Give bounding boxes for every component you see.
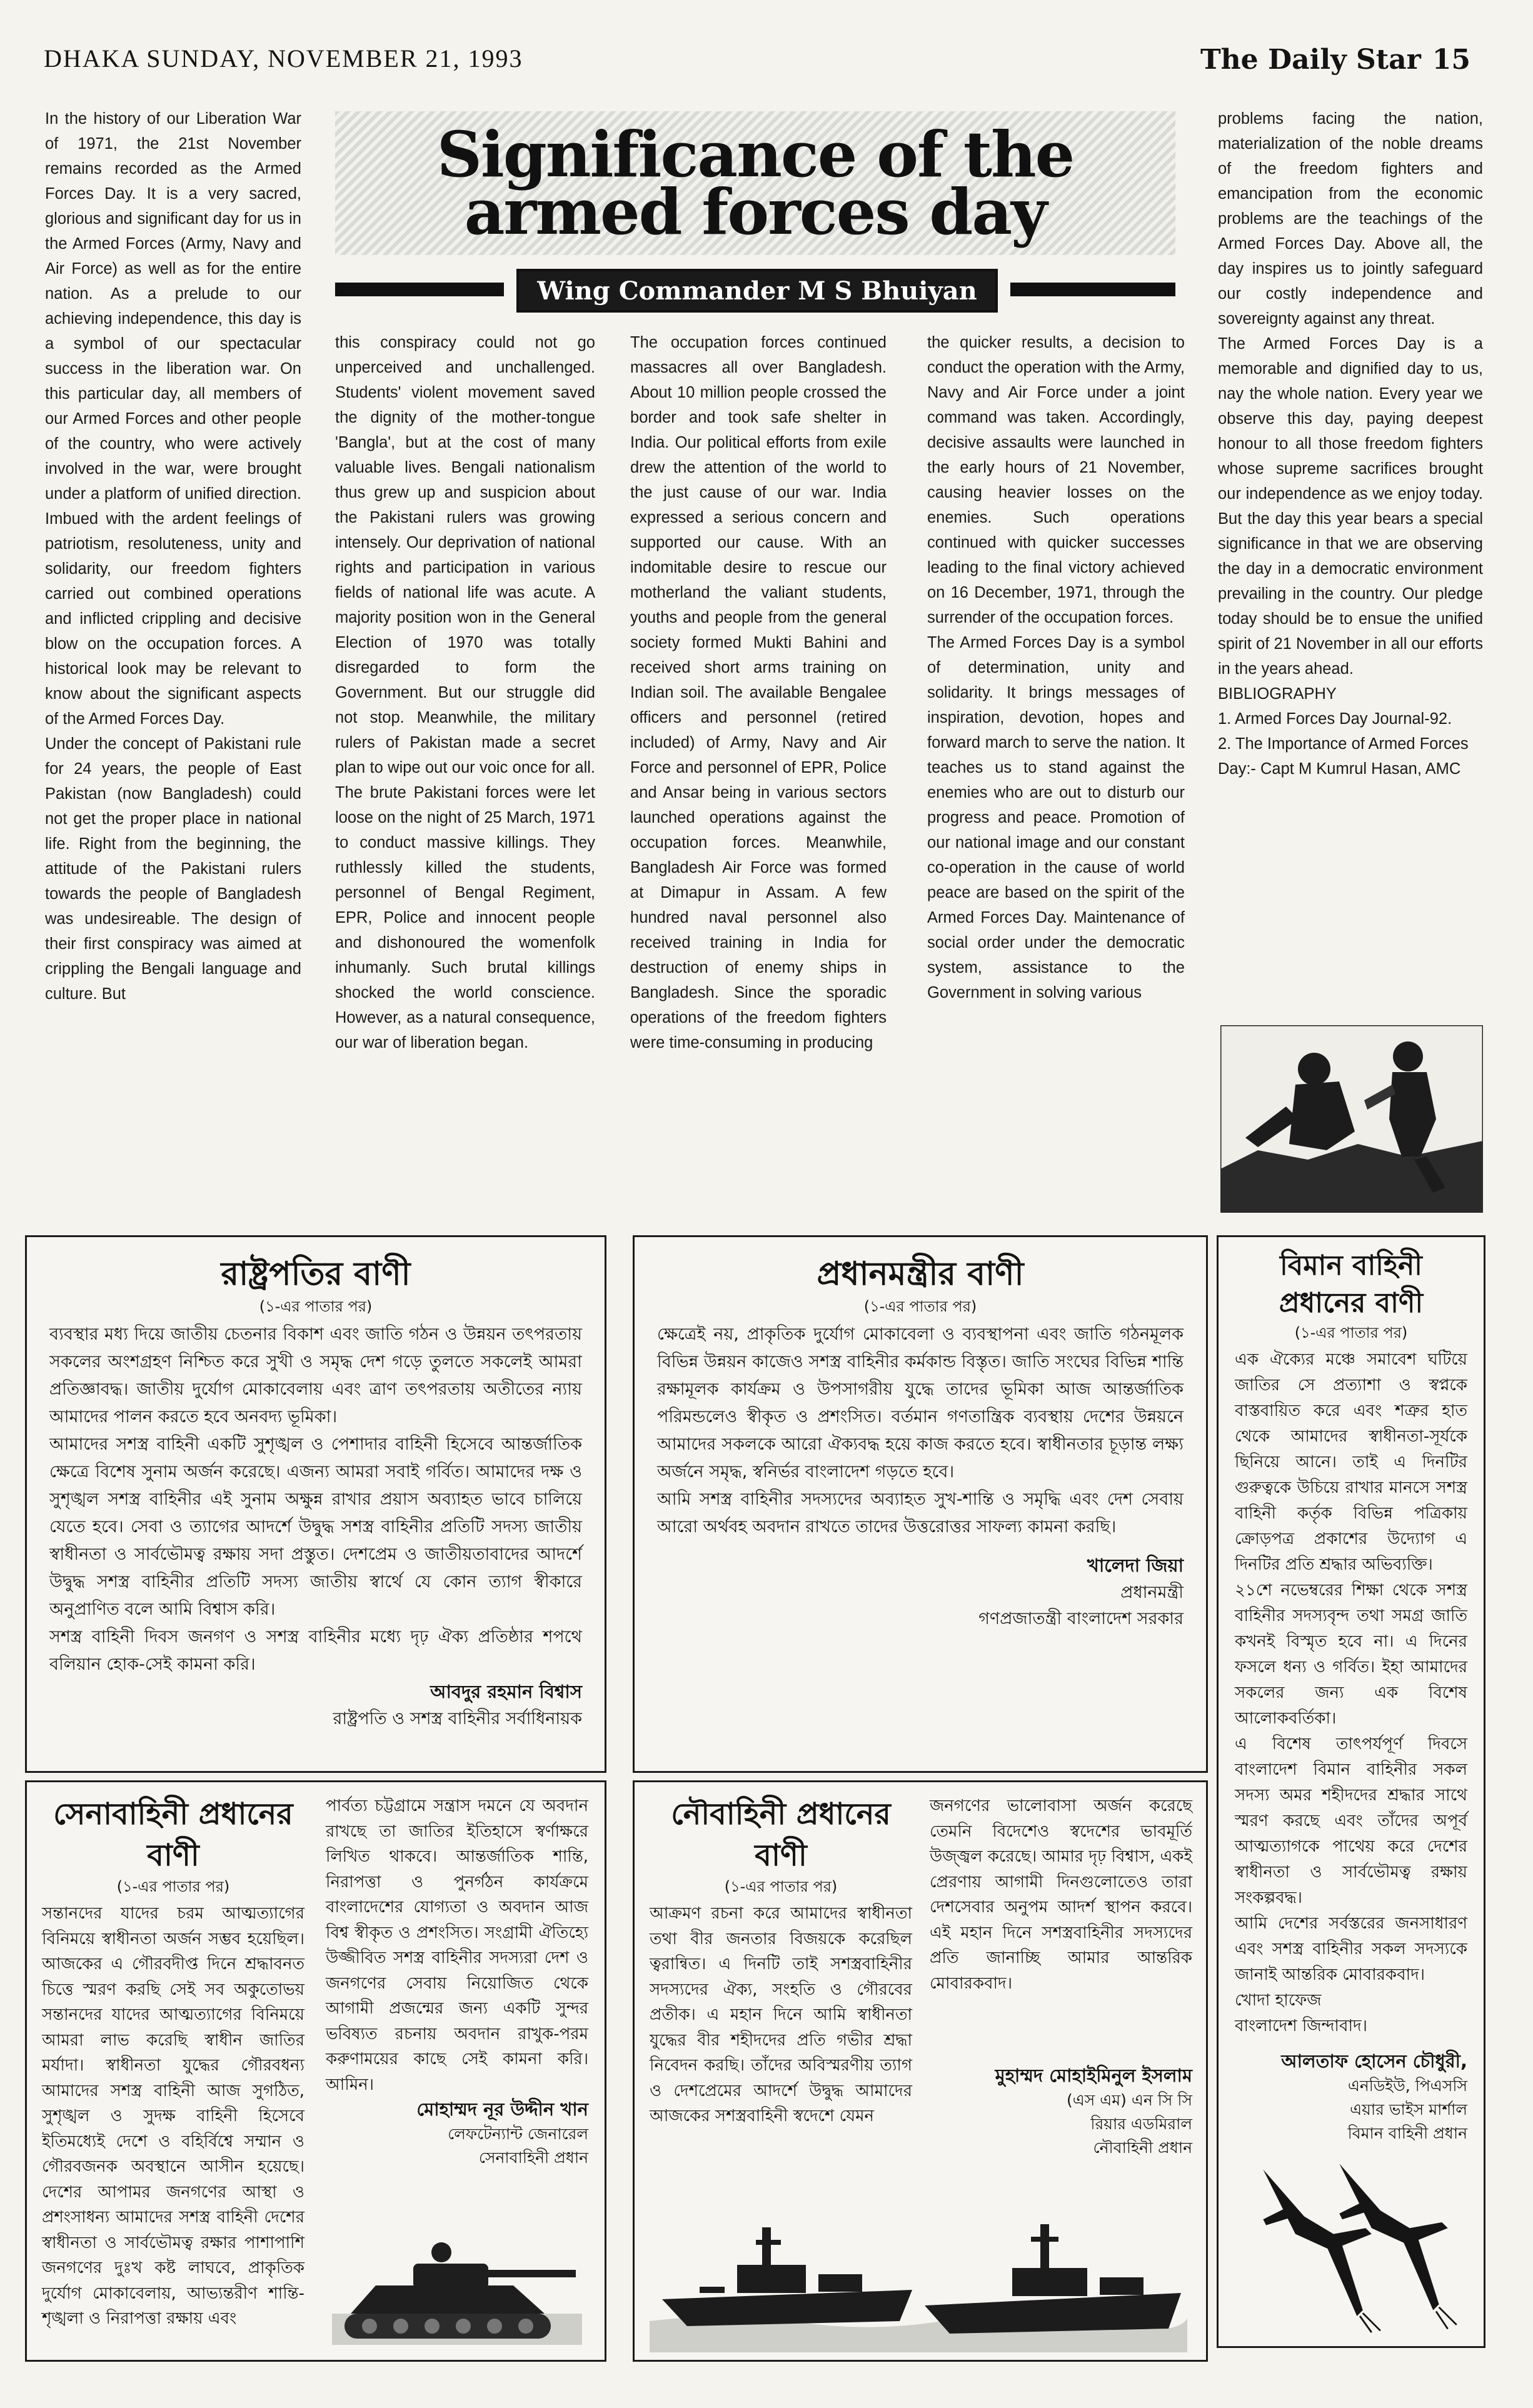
signatory-title: প্রধানমন্ত্রী [1120, 1583, 1184, 1602]
pm-message-body [657, 1321, 1184, 1541]
president-message-title: রাষ্ট্রপতির বাণী [221, 1255, 411, 1293]
bibliography-title: BIBLIOGRAPHY [1218, 685, 1337, 703]
article-column-1 [45, 106, 301, 1006]
air-chief-message-body [1235, 1347, 1467, 2039]
paragraph: The Armed Forces Day is a symbol of determination, unity and solidarity. It brings messages of inspiration, devotion, hopes and forward march to serve the nation. It teaches us to stand against the enemies who are out to disturb our progress and peace. Promotion of our national image and our constant co-operation in the cause of world peace are based on the spirit of the Armed Forces Day. Maintenance of social order under the democratic system, assistance to the Government in solving various [927, 634, 1185, 1001]
page-number: 15 [1432, 44, 1470, 76]
paragraph: In the history of our Liberation War of 1971, the 21st November remains recorded as the Armed Forces Day. It is a very sacred, glorious and significant day for us in the Armed Forces (Army, Navy and Air Force) as well as for the entire nation. As a prelude to our achieving independence, this day is a symbol of our spectacular success in the liberation war. On this particular day, all members of our Armed Forces and other people of the country, who were actively involved in the war, were brought under a platform of unified direction. Imbued with the ardent feelings of patriotism, resoluteness, unity and solidarity, our freedom fighters carried out combined operations and inflicted crippling and decisive blow on the occupation forces. A historical look may be relevant to know about the significant aspects of the Armed Forces Day. [45, 110, 301, 728]
pm-message-box [633, 1235, 1208, 1773]
paragraph: Under the concept of Pakistani rule for 24 years, the people of East Pakistan (now Bangladesh) could not get the proper place in national life. Right from the beginning, the attitude of the Pakistani rulers towards the people of Bangladesh was undesireable. The design of their first conspiracy was aimed at crippling the Bengali language and culture. But [45, 735, 301, 1003]
paragraph: সশস্ত্র বাহিনী দিবস জনগণ ও সশস্ত্র বাহিনীর মধ্যে দৃঢ় ঐক্য প্রতিষ্ঠার শপথে বলিয়ান হোক-সেই কামনা করি। [49, 1627, 582, 1674]
fighter-jets-illustration [1232, 2146, 1470, 2334]
byline-rule-right [1010, 283, 1175, 296]
signatory-rank: লেফটেন্যান্ট জেনারেল [448, 2125, 588, 2143]
army-chief-message-box [25, 1780, 606, 2362]
navy-chief-signature [822, 2064, 1192, 2160]
president-message-body [49, 1321, 582, 1678]
signatory-name: আলতাফ হোসেন চৌধুরী, [1281, 2050, 1467, 2072]
article-column-5 [1218, 106, 1483, 781]
navy-message-right-column [930, 1793, 1192, 1996]
navy-chief-message-title: নৌবাহিনী প্রধানের বাণী [671, 1797, 891, 1873]
continued-note: (১-এর পাতার পর) [863, 1298, 977, 1315]
navy-message-body-right: জনগণের ভালোবাসা অর্জন করেছে তেমনি বিদেশেও স্বদেশের ভাবমূর্তি উজ্জ্বল করেছে। আমার দৃঢ় বিশ্বাস, একই প্রেরণায় আগামী দিনগুলোতেও তারা দেশসেবার অনুপম আদর্শ স্থাপন করবে। এই মহান দিনে সশস্ত্রবাহিনীর সদস্যদের প্রতি জানাচ্ছি আমার আন্তরিক মোবারকবাদ। [930, 1797, 1192, 1993]
bibliography-item: 2. The Importance of Armed Forces Day:- Capt M Kumrul Hasan, AMC [1218, 735, 1469, 778]
army-message-right-column [326, 1793, 588, 2170]
army-chief-signature [326, 2097, 588, 2170]
signatory-title: রাষ্ট্রপতি ও সশস্ত্র বাহিনীর সর্বাধিনায়ক [333, 1709, 582, 1728]
continued-note: (১-এর পাতার পর) [259, 1298, 373, 1315]
paragraph: এ বিশেষ তাৎপর্যপূর্ণ দিবসে বাংলাদেশ বিমান বাহিনীর সকল সদস্য অমর শহীদদের শ্রদ্ধার সাথে স্মরণ করছে এবং তাঁদের অপূর্ব আত্মত্যাগকে পাথেয় করে দেশের স্বাধীনতা ও সার্বভৌমত্ব রক্ষায় সংকল্পবদ্ধ। [1235, 1735, 1467, 1907]
paragraph: ব্যবস্থার মধ্য দিয়ে জাতীয় চেতনার বিকাশ এবং জাতি গঠন ও উন্নয়ন তৎপরতায় সকলের অংশগ্রহণ নিশ্চিত করে সুখী ও সমৃদ্ধ দেশ গড়ে তুলতে সকলেই আমরা প্রতিজ্ঞাবদ্ধ। জাতীয় দুর্যোগ মোকাবেলায় এবং ত্রাণ তৎপরতায় অতীতের ন্যায় আমাদের পালন করতে হবে অনবদ্য ভূমিকা। [49, 1325, 582, 1427]
warships-illustration [650, 2165, 1187, 2352]
paragraph: ক্ষেত্রেই নয়, প্রাকৃতিক দুর্যোগ মোকাবেলা ও ব্যবস্থাপনা এবং জাতি গঠনমূলক বিভিন্ন উন্নয়ন কাজেও সশস্ত্র বাহিনীর কর্মকান্ড বিস্তৃত। জাতি সংঘের বিভিন্ন শান্তি রক্ষামূলক কার্যক্রম ও উপসাগরীয় যুদ্ধে তাদের ভূমিকা আজ আন্তর্জাতিক পরিমন্ডলেও স্বীকৃত ও প্রশংসিত। বর্তমান গণতান্ত্রিক ব্যবস্থায় দেশের উন্নয়নে আমাদের সকলকে আরো ঐক্যবদ্ধ হয়ে কাজ করতে হবে। স্বাধীনতার চূড়ান্ত লক্ষ্য অর্জনে সমৃদ্ধ, স্বনির্ভর বাংলাদেশ গড়তে হবে। [657, 1325, 1184, 1482]
byline: Wing Commander M S Bhuiyan [516, 269, 998, 313]
paragraph: এক ঐক্যের মঞ্চে সমাবেশ ঘটিয়ে জাতির সে প্রত্যাশা ও স্বপ্নকে বাস্তবায়িত করে এবং শত্রুর হাত থেকে আমাদের স্বাধীনতা-সূর্যকে ছিনিয়ে আনে। তাই এ দিনটির গুরুত্বকে উচিয়ে রাখার মানসে সশস্ত্র বাহিনী কর্তৃক বিভিন্ন পত্রিকায় ক্রোড়পত্র প্রকাশের উদ্যোগ এ দিনটির প্রতি শ্রদ্ধার অভিব্যক্তি। [1235, 1350, 1467, 1574]
continued-note: (১-এর পাতার পর) [1294, 1324, 1408, 1342]
article-column-4 [927, 330, 1185, 1005]
president-signature [49, 1678, 582, 1732]
navy-message-body-left: আক্রমণ রচনা করে আমাদের স্বাধীনতা তথা বীর জনতার বিজয়কে করেছিল ত্বরান্বিত। এ দিনটি তাই সশস্ত্রবাহিনীর সদস্যদের ঐক্য, সংহতি ও গৌরবের প্রতীক। এ মহান দিনে আমি স্বাধীনতা যুদ্ধের বীর শহীদদের প্রতি গভীর শ্রদ্ধা নিবেদন করছি। তাঁদের অবিস্মরণীয় ত্যাগ ও দেশপ্রেমের আদর্শে উদ্বুদ্ধ আমাদের আজকের সশস্ত্রবাহিনী স্বদেশে যেমন [650, 1904, 912, 2125]
air-chief-signature [1235, 2049, 1467, 2145]
headline-banner [335, 111, 1175, 255]
tank-illustration [326, 2220, 588, 2351]
paper-title: The Daily Star [1200, 44, 1421, 76]
paragraph: আমি সশস্ত্র বাহিনীর সদস্যদের অব্যাহত সুখ-শান্তি ও সমৃদ্ধি এবং দেশ সেবায় আরো অর্থবহ অবদান রাখতে তাদের উত্তরোত্তর সাফল্য কামনা করছি। [657, 1490, 1184, 1537]
newspaper-name [1200, 44, 1470, 76]
army-message-body-right: পার্বত্য চট্টগ্রামে সন্ত্রাস দমনে যে অবদান রাখছে তা জাতির ইতিহাসে স্বর্ণাক্ষরে লিখিত থাকবে। আন্তর্জাতিক শান্তি, নিরাপত্তা ও পুনর্গঠন কার্যক্রমে বাংলাদেশের যোগ্যতা ও অবদান আজ বিশ্ব স্বীকৃত ও প্রশংসিত। সংগ্রামী ঐতিহ্যে উজ্জীবিত সশস্ত্র বাহিনীর সদস্যরা দেশ ও জনগণের সেবায় নিয়োজিত থেকে আগামী প্রজন্মের জন্য একটি সুন্দর ভবিষ্যত রচনায় অবদান রাখুক-পরম করুণাময়ের কাছে সেই কামনা করি। আমিন। [326, 1797, 588, 2094]
paragraph: The occupation forces continued massacres all over Bangladesh. About 10 million people crossed the border and took safe shelter in India. Our political efforts from exile drew the attention of the world to the just cause of our war. India expressed a serious concern and supported our cause. With an indomitable desire to rescue our motherland the valiant students, youths and people from the general society formed Mukti Bahini and received short arms training on Indian soil. The available Bengalee officers and personnel (retired included) of Army, Navy and Air Force and personnel of EPR, Police and Ansar being in various sectors launched operations against the occupation forces. Meanwhile, Bangladesh Air Force was formed at Dimapur in Assam. A few hundred naval personnel also received training in India for destruction of enemy ships in Bangladesh. Since the sporadic operations of the freedom fighters were time-consuming in producing [630, 334, 887, 1051]
byline-bar [335, 269, 1175, 313]
navy-chief-message-box [633, 1780, 1208, 2362]
article-column-3 [630, 330, 887, 1055]
paragraph: ২১শে নভেম্বরের শিক্ষা থেকে সশস্ত্র বাহিনীর সদস্যবৃন্দ তথা সমগ্র জাতি কখনই বিস্মৃত হবে না। এ দিনের ফসলে ধন্য ও গর্বিত। ইহা আমাদের সকলের জন্য এক বিশেষ আলোকবর্তিকা। [1235, 1581, 1467, 1728]
signatory-name: খালেদা জিয়া [1087, 1555, 1184, 1576]
paragraph: the quicker results, a decision to conduct the operation with the Army, Navy and Air Force under a joint command was taken. Accordingly, decisive assaults were launched in the early hours of 21 November, causing heavier losses on the enemies. Such operations continued with quicker successes leading to the final victory achieved on 16 December, 1971, through the surrender of the occupation forces. [927, 334, 1185, 626]
soldiers-illustration [1220, 1025, 1483, 1213]
dateline: DHAKA SUNDAY, NOVEMBER 21, 1993 [44, 44, 523, 73]
bibliography [1218, 681, 1483, 781]
signatory-title: নৌবাহিনী প্রধান [1093, 2139, 1192, 2157]
air-chief-message-box [1217, 1235, 1485, 2348]
continued-note: (১-এর পাতার পর) [116, 1878, 230, 1895]
signatory-rank: এয়ার ভাইস মার্শাল [1350, 2100, 1467, 2119]
paragraph: problems facing the nation, materialization of the noble dreams of the freedom fighters and emancipation from the economic problems are the teachings of the Armed Forces Day. Above all, the day inspires us to jointly safeguard our costly independence and sovereignty against any threat. [1218, 110, 1483, 328]
byline-rule-left [335, 283, 504, 296]
army-message-body-left: সন্তানদের যাদের চরম আত্মত্যাগের বিনিময়ে স্বাধীনতা অর্জন সম্ভব হয়েছিল। আজকের এ গৌরবদীপ্ত দিনে শ্রদ্ধাবনত চিত্তে স্মরণ করছি সেই সব অকুতোভয় সন্তানদের যাদের আত্মত্যাগের বিনিময়ে আমরা লাভ করেছি স্বাধীন জাতির মর্যাদা। স্বাধীনতা যুদ্ধের গৌরবধন্য আমাদের সশস্ত্র বাহিনী আজ সুগঠিত, সুশৃঙ্খল ও সুদক্ষ বাহিনী হিসেবে ইতিমধ্যেই দেশে ও বহির্বিশ্বে সম্মান ও গৌরবজনক অবস্থানে আসীন হয়েছে। দেশের আপামর জনগণের আস্থা ও প্রশংসাধন্য আমাদের সশস্ত্র বাহিনী দেশের স্বাধীনতা ও সার্বভৌমত্ব রক্ষার পাশাপাশি জনগণের দুঃখ কষ্ট লাঘবে, প্রাকৃতিক দুর্যোগ মোকাবেলায়, আভ্যন্তরীণ শান্তি-শৃঙ্খলা ও নিরাপত্তা রক্ষায় এবং [42, 1904, 304, 2328]
paragraph: বাংলাদেশ জিন্দাবাদ। [1235, 2017, 1367, 2035]
bibliography-item: 1. Armed Forces Day Journal-92. [1218, 710, 1452, 728]
signatory-title: সেনাবাহিনী প্রধান [478, 2149, 588, 2167]
signatory-name: আবদুর রহমান বিশ্বাস [430, 1681, 582, 1702]
paragraph: this conspiracy could not go unperceived and unchallenged. Students' violent movement saved the dignity of the mother-tongue 'Bangla', but at the cost of many valuable lives. Bengali nationalism thus grew up and suspicion about the Pakistani rulers was growing intensely. Our deprivation of national rights and participation in various fields of national life was acute. A majority position won in the General Election of 1970 was totally disregarded to form the Government. But our struggle did not stop. Meanwhile, the military rulers of Pakistan made a secret plan to wipe out our voic once for all. The brute Pakistani forces were let loose on the night of 25 March, 1971 to conduct massive killings. They ruthlessly killed the students, personnel of Bengal Regiment, EPR, Police and innocent people and dishonoured the womenfolk inhumanly. Such brutal killings shocked the world conscience. However, as a natural consequence, our war of liberation began. [335, 334, 595, 1051]
signatory-org: গণপ্রজাতন্ত্রী বাংলাদেশ সরকার [978, 1609, 1184, 1628]
signatory-line: (এস এম) এন সি সি [1066, 2091, 1192, 2109]
air-chief-message-title: বিমান বাহিনী প্রধানের বাণী [1279, 1250, 1424, 1319]
signatory-title: বিমান বাহিনী প্রধান [1347, 2124, 1467, 2142]
signatory-name: মোহাম্মদ নূর উদ্দীন খান [416, 2099, 588, 2120]
paragraph: খোদা হাফেজ [1235, 1991, 1322, 2010]
president-message-box [25, 1235, 606, 1773]
continued-note: (১-এর পাতার পর) [724, 1878, 838, 1895]
signatory-rank: রিয়ার এডমিরাল [1090, 2115, 1192, 2133]
signatory-line: এনডিইউ, পিএসসি [1347, 2077, 1467, 2095]
pm-message-title: প্রধানমন্ত্রীর বাণী [817, 1255, 1024, 1293]
pm-signature [657, 1552, 1184, 1632]
army-chief-message-title: সেনাবাহিনী প্রধানের বাণী [53, 1797, 293, 1873]
article-column-2 [335, 330, 595, 1055]
paragraph: আমাদের সশস্ত্র বাহিনী একটি সুশৃঙ্খল ও পেশাদার বাহিনী হিসেবে আন্তর্জাতিক ক্ষেত্রে বিশেষ সুনাম অর্জন করেছে। এজন্য আমরা সবাই গর্বিত। আমাদের দক্ষ ও সুশৃঙ্খল সশস্ত্র বাহিনীর এই সুনাম অক্ষুন্ন রাখার প্রয়াস অব্যাহত ভাবে চালিয়ে যেতে হবে। সেবা ও ত্যাগের আদর্শে উদ্বুদ্ধ সশস্ত্র বাহিনীর প্রতিটি সদস্য জাতীয় স্বাধীনতা ও সার্বভৌমত্ব রক্ষায় সদা প্রস্তুত। দেশপ্রেম ও জাতীয়তাবাদের আদর্শে উদ্বুদ্ধ সশস্ত্র বাহিনীর প্রতিটি সদস্য জাতীয় স্বার্থে যে কোন ত্যাগ স্বীকারে অনুপ্রাণিত বলে আমি বিশ্বাস করি। [49, 1435, 582, 1619]
paragraph: আমি দেশের সর্বস্তরের জনসাধারণ এবং সশস্ত্র বাহিনীর সকল সদস্যকে জানাই আন্তরিক মোবারকবাদ। [1235, 1914, 1467, 1984]
army-message-left-column [42, 1793, 304, 2332]
signatory-name: মুহাম্মদ মোহাইমিনুল ইসলাম [995, 2065, 1192, 2086]
article-headline: Significance of the armed forces day [436, 118, 1074, 249]
paragraph: The Armed Forces Day is a memorable and dignified day to us, nay the whole nation. Every year we observe this day, paying deepest honour to all those freedom fighters whose supreme sacrifices brought our independence as we enjoy today. But the day this year bears a special significance in that we are observing the day in a democratic environment prevailing in the country. Our pledge today should be to ensue the unified spirit of 21 November in all our efforts in the years ahead. [1218, 335, 1483, 678]
